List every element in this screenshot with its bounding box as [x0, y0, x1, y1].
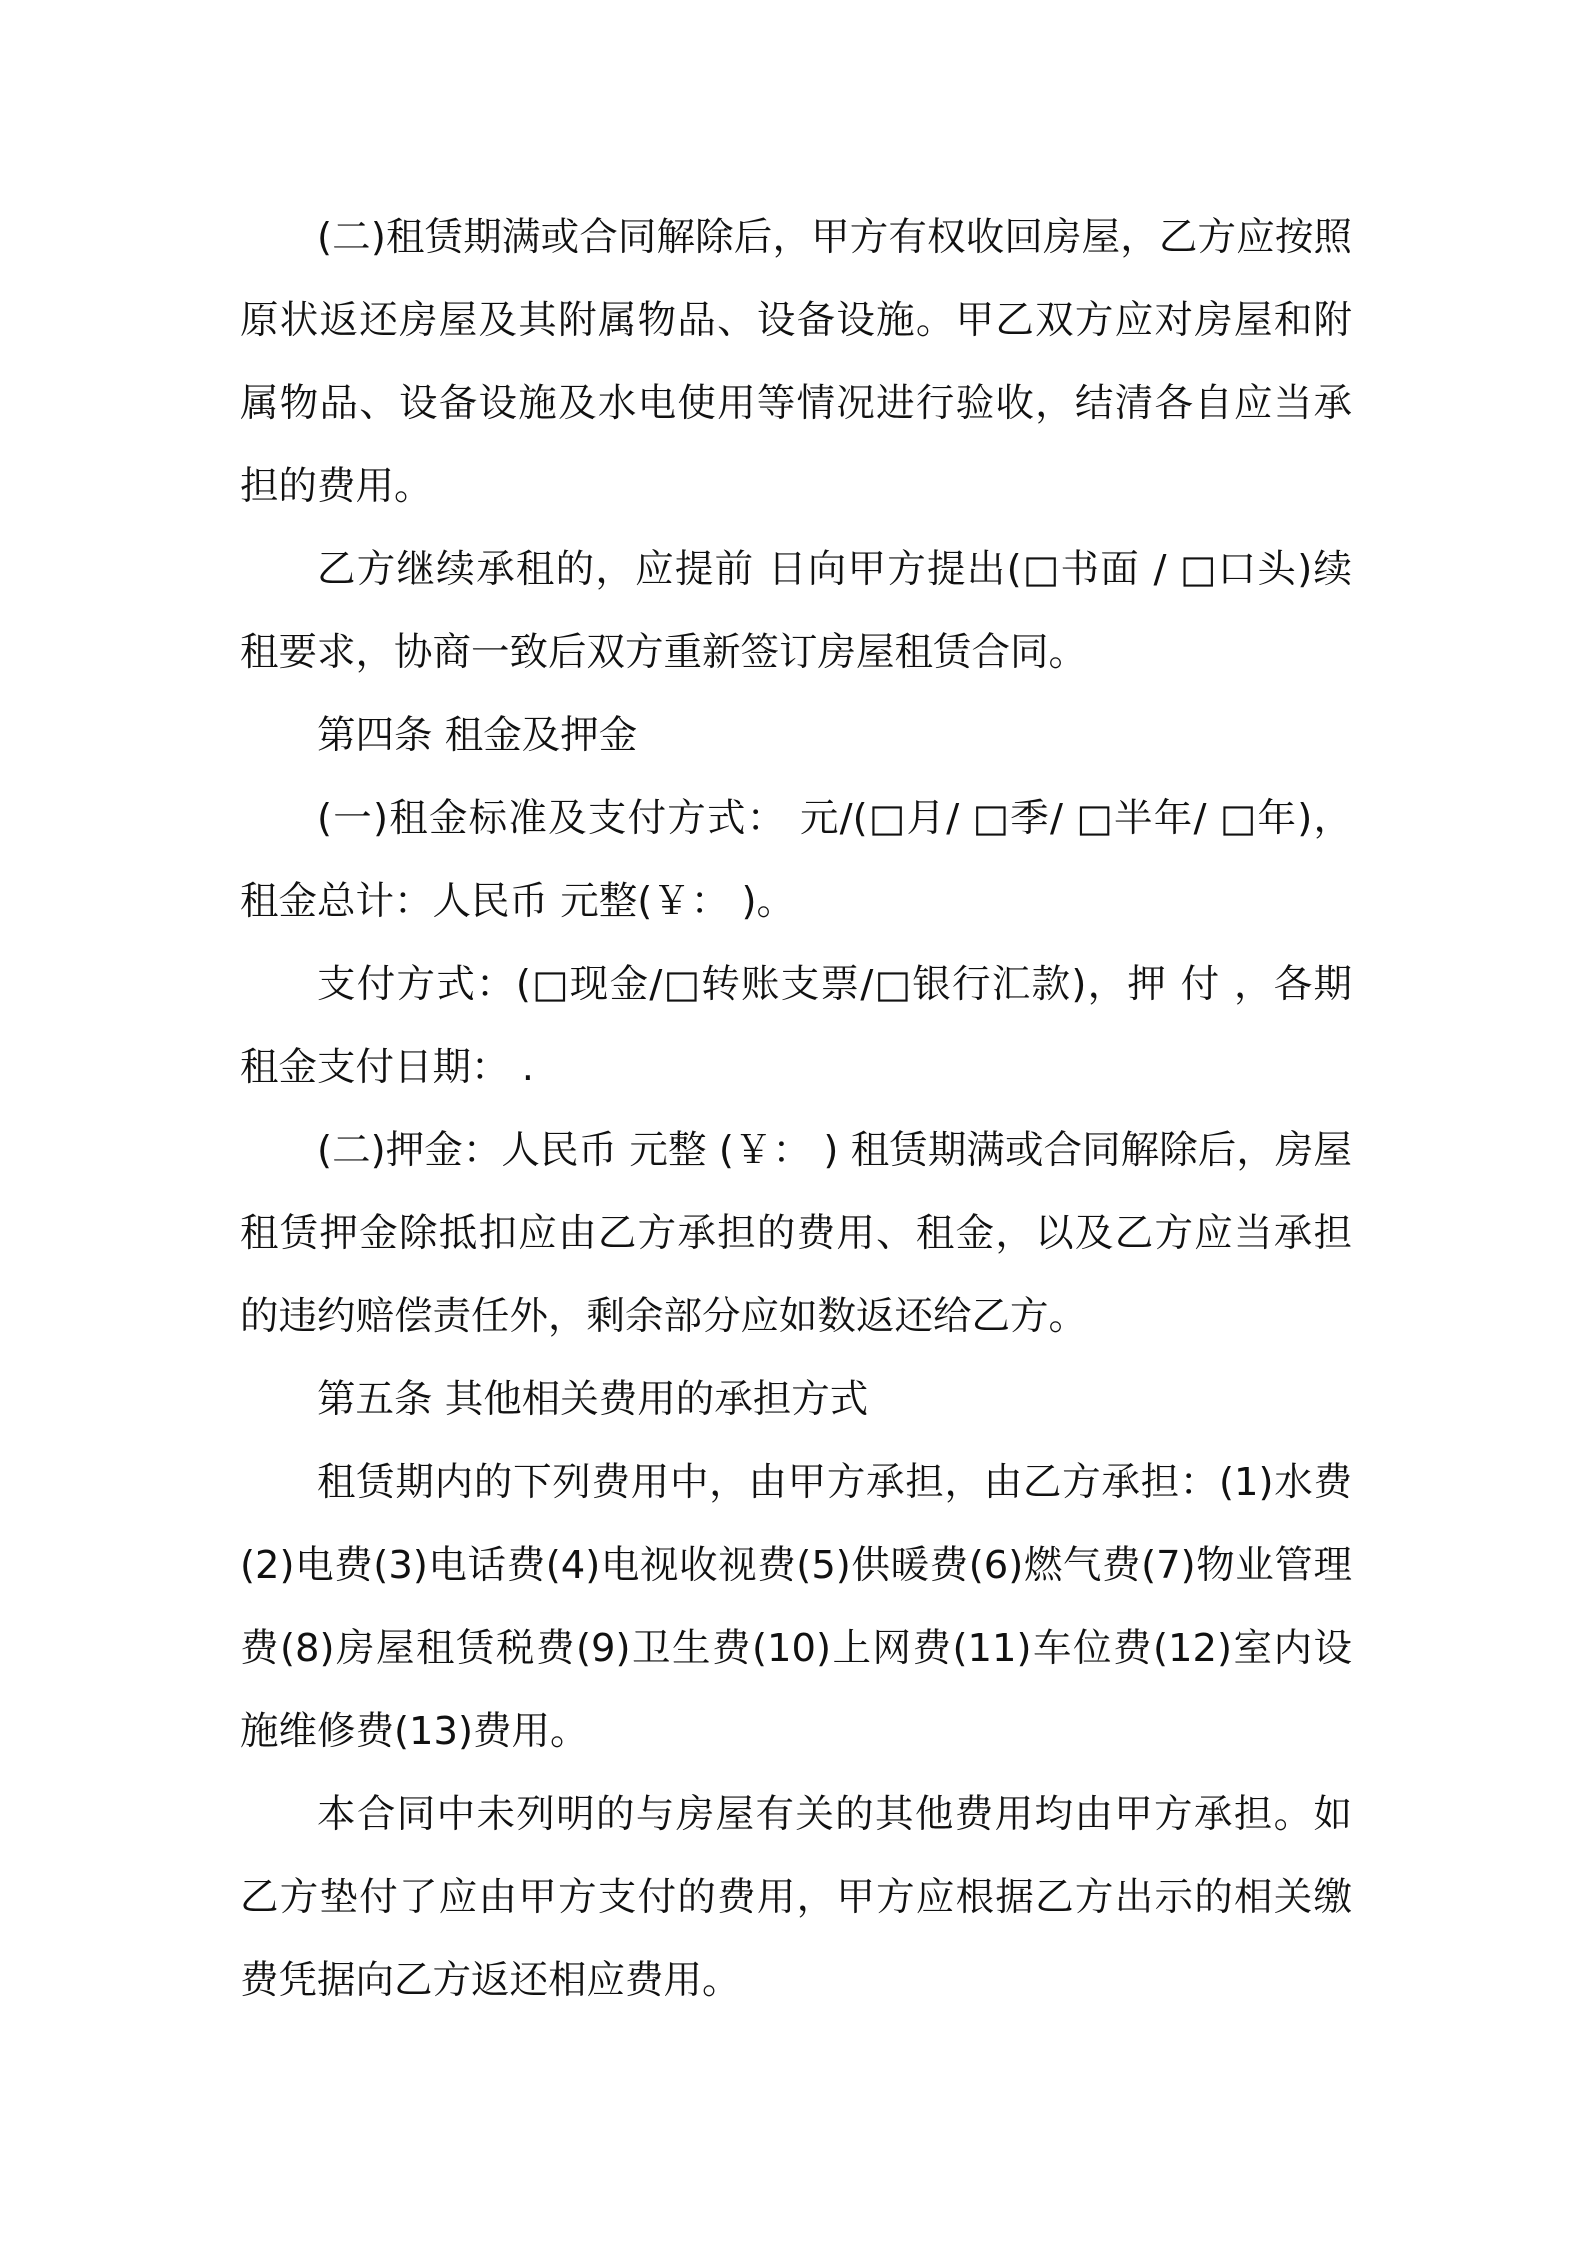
paragraph-lease-expiry-return: (二)租赁期满或合同解除后，甲方有权收回房屋，乙方应按照原状返还房屋及其附属物品、设备设施。甲乙双方应对房屋和附属物品、设备设施及水电使用等情况进行验收，结清各自应当承担的费用。 [240, 215, 1352, 509]
article-4-heading: 第四条 租金及押金 [317, 713, 638, 758]
paragraph-other-fees: 本合同中未列明的与房屋有关的其他费用均由甲方承担。如乙方垫付了应由甲方支付的费用，甲方应根据乙方出示的相关缴费凭据向乙方返还相应费用。 [240, 1792, 1352, 2003]
paragraph-fee-list: 租赁期内的下列费用中，由甲方承担，由乙方承担：(1)水费(2)电费(3)电话费(4)电视收视费(5)供暖费(6)燃气费(7)物业管理费(8)房屋租赁税费(9)卫生费(10)上网费(11)车位费(12)室内设施维修费(13)费用。 [240, 1460, 1352, 1754]
paragraph-payment-method: 支付方式：(□现金/□转账支票/□银行汇款)，押 付 ，各期租金支付日期： . [240, 962, 1352, 1090]
document-body [240, 196, 1352, 2022]
paragraph-deposit: (二)押金：人民币 元整 (￥： ) 租赁期满或合同解除后，房屋租赁押金除抵扣应由乙方承担的费用、租金，以及乙方应当承担的违约赔偿责任外，剩余部分应如数返还给乙方。 [240, 1128, 1352, 1339]
paragraph-renewal: 乙方继续承租的，应提前 日向甲方提出(□书面 / □口头)续租要求，协商一致后双方重新签订房屋租赁合同。 [240, 547, 1352, 675]
paragraph-rent-standard: (一)租金标准及支付方式： 元/(□月/ □季/ □半年/ □年)，租金总计：人民币 元整(￥： )。 [240, 796, 1352, 924]
article-5-heading: 第五条 其他相关费用的承担方式 [317, 1377, 869, 1422]
